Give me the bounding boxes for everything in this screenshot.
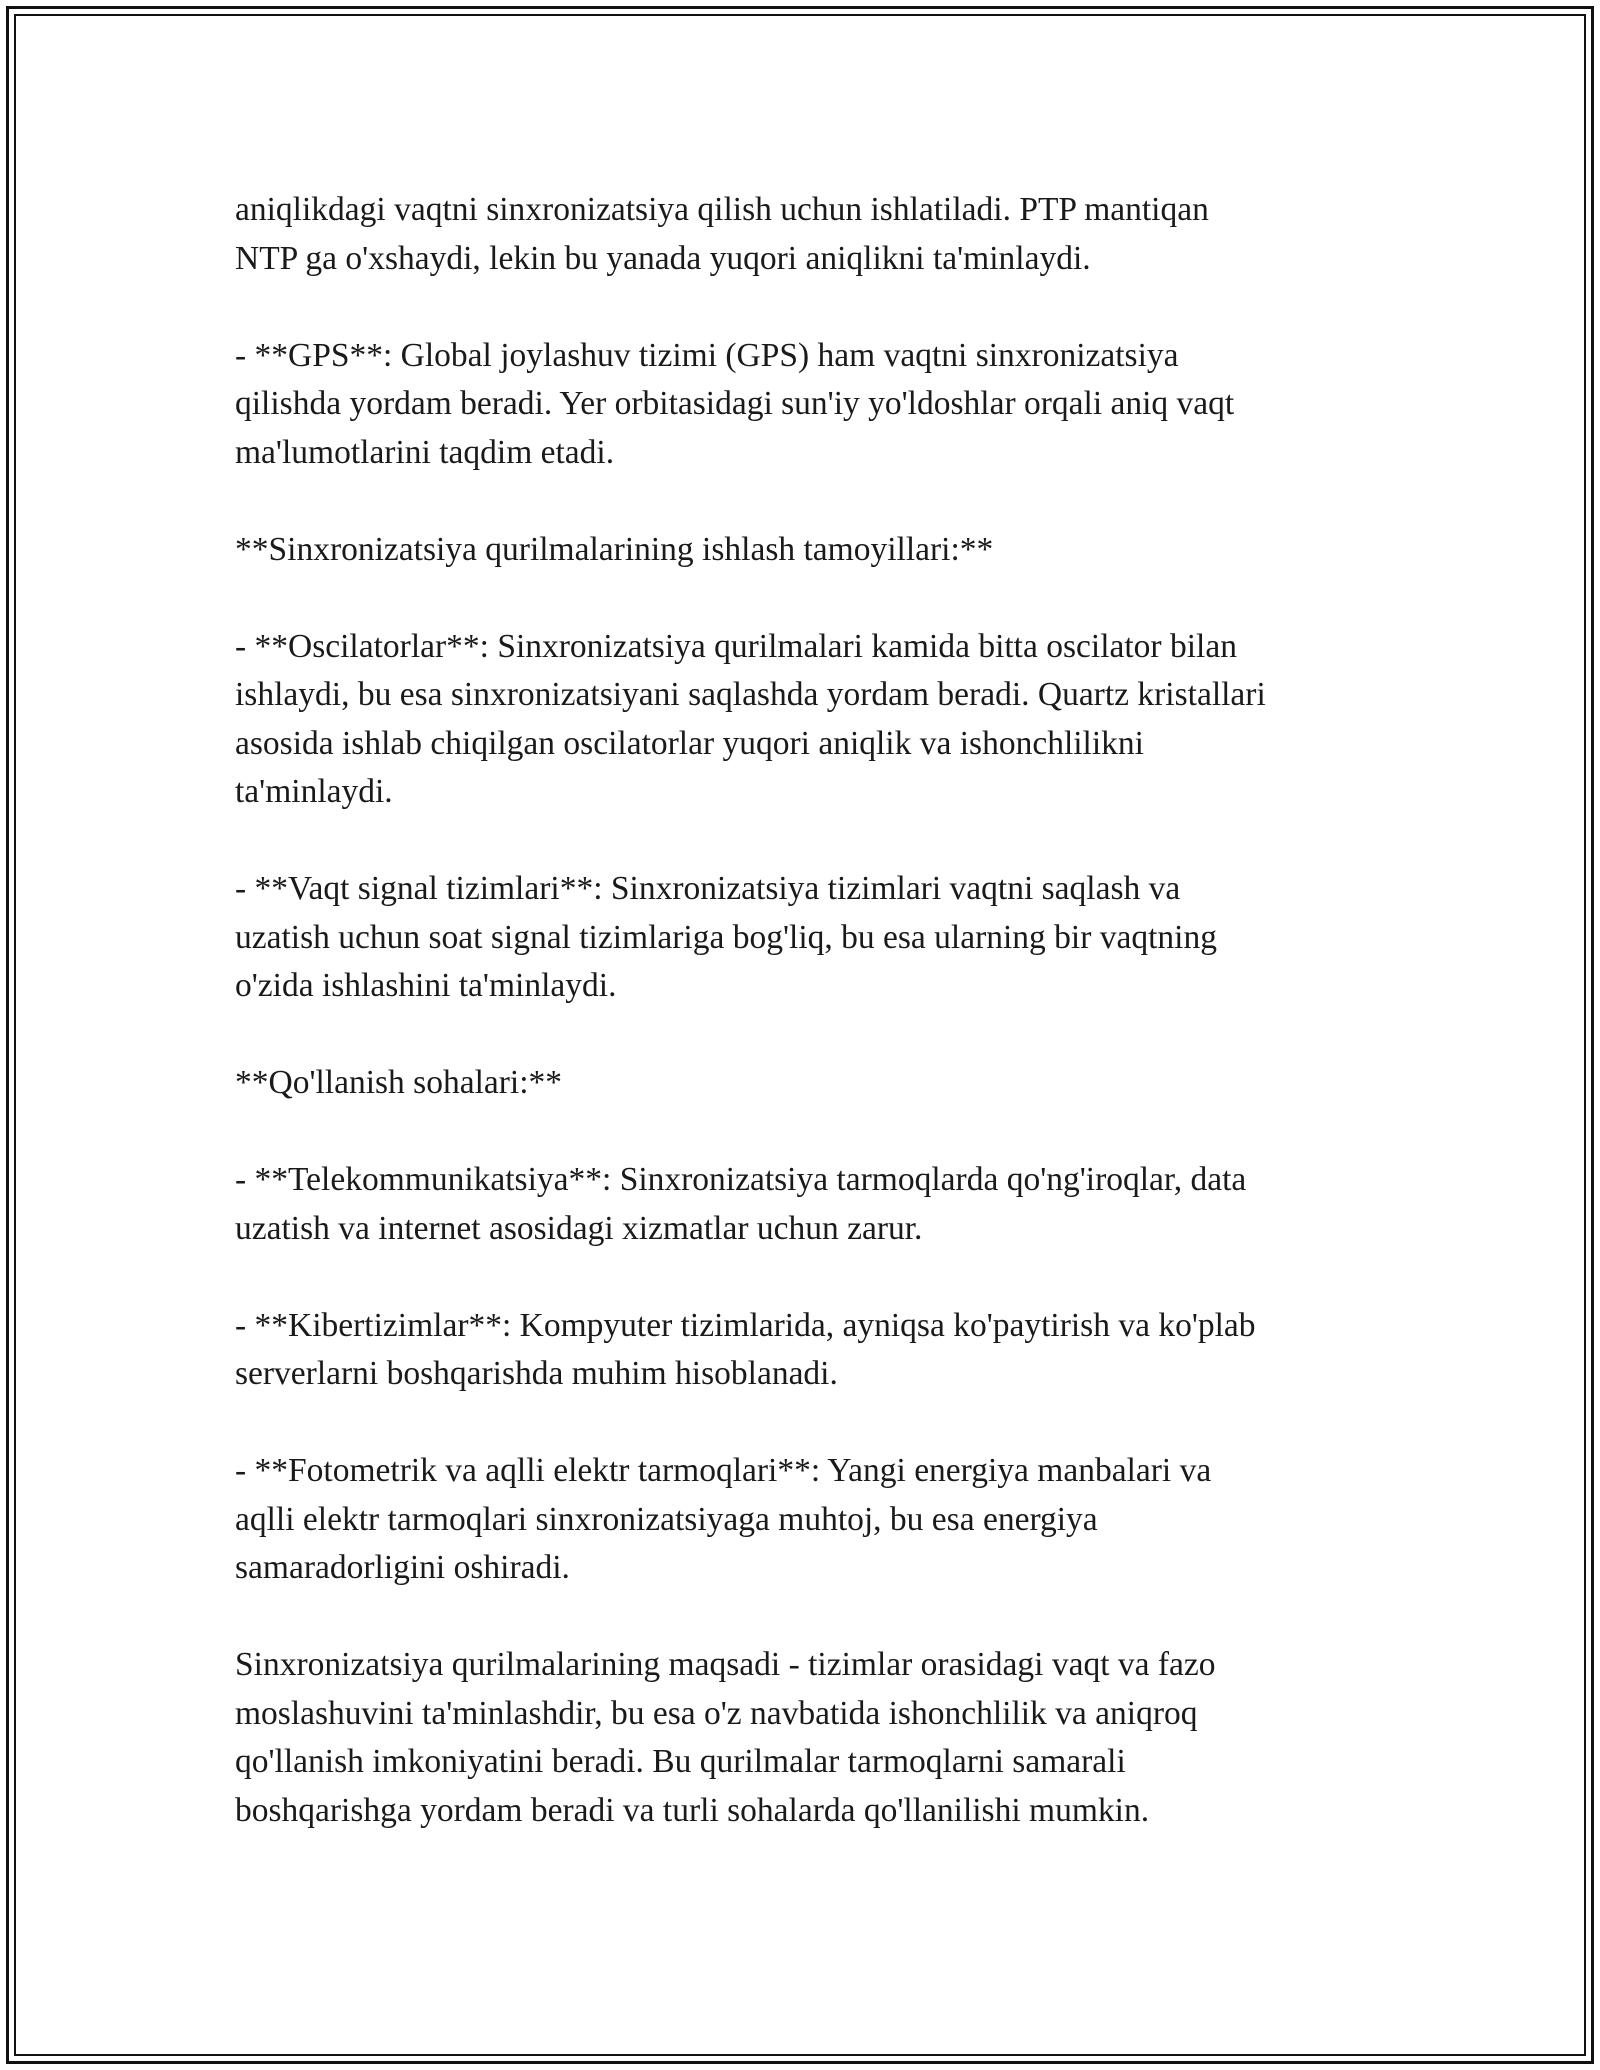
paragraph-conclusion: Sinxronizatsiya qurilmalarining maqsadi - tizimlar orasidagi vaqt va fazo moslashuvini ta'minlashdir, bu esa o'z navbatida ishonchlilik va aniqroq qo'llanish imkoniyatini beradi. Bu qurilmalar tarmoqlarni samarali boshqarishga yordam beradi va turli sohalarda qo'llanilishi mumkin. [235, 1646, 1216, 1829]
paragraph-gps: - **GPS**: Global joylashuv tizimi (GPS) ham vaqtni sinxronizatsiya qilishda yordam beradi. Yer orbitasidagi sun'iy yo'ldoshlar orqali aniq vaqt ma'lumotlarini taqdim etadi. [235, 336, 1235, 471]
document-body [235, 186, 1385, 1835]
paragraph-time-signal-systems: - **Vaqt signal tizimlari**: Sinxronizatsiya tizimlari vaqtni saqlash va uzatish uchun soat signal tizimlariga bog'liq, bu esa ularning bir vaqtning o'zida ishlashini ta'minlaydi. [235, 870, 1217, 1004]
paragraph-ptp-continuation: aniqlikdagi vaqtni sinxronizatsiya qilish uchun ishlatiladi. PTP mantiqan NTP ga o'xshaydi, lekin bu yanada yuqori aniqlikni ta'minlaydi. [235, 191, 1209, 277]
heading-principles: **Sinxronizatsiya qurilmalarining ishlash tamoyillari:** [235, 530, 994, 568]
paragraph-telecommunications: - **Telekommunikatsiya**: Sinxronizatsiya tarmoqlarda qo'ng'iroqlar, data uzatish va internet asosidagi xizmatlar uchun zarur. [235, 1161, 1247, 1247]
heading-applications: **Qo'llanish sohalari:** [235, 1064, 563, 1101]
paragraph-cybersystems: - **Kibertizimlar**: Kompyuter tizimlarida, ayniqsa ko'paytirish va ko'plab serverlarni boshqarishda muhim hisoblanadi. [235, 1306, 1256, 1392]
paragraph-oscillators: - **Oscilatorlar**: Sinxronizatsiya qurilmalari kamida bitta oscilator bilan ishlaydi, bu esa sinxronizatsiyani saqlashda yordam beradi. Quartz kristallari asosida ishlab chiqilgan oscilatorlar yuqori aniqlik va ishonchlilikni ta'minlaydi. [235, 627, 1266, 810]
paragraph-smart-grids: - **Fotometrik va aqlli elektr tarmoqlari**: Yangi energiya manbalari va aqlli elektr tarmoqlari sinxronizatsiyaga muhtoj, bu esa energiya samaradorligini oshiradi. [235, 1452, 1212, 1586]
